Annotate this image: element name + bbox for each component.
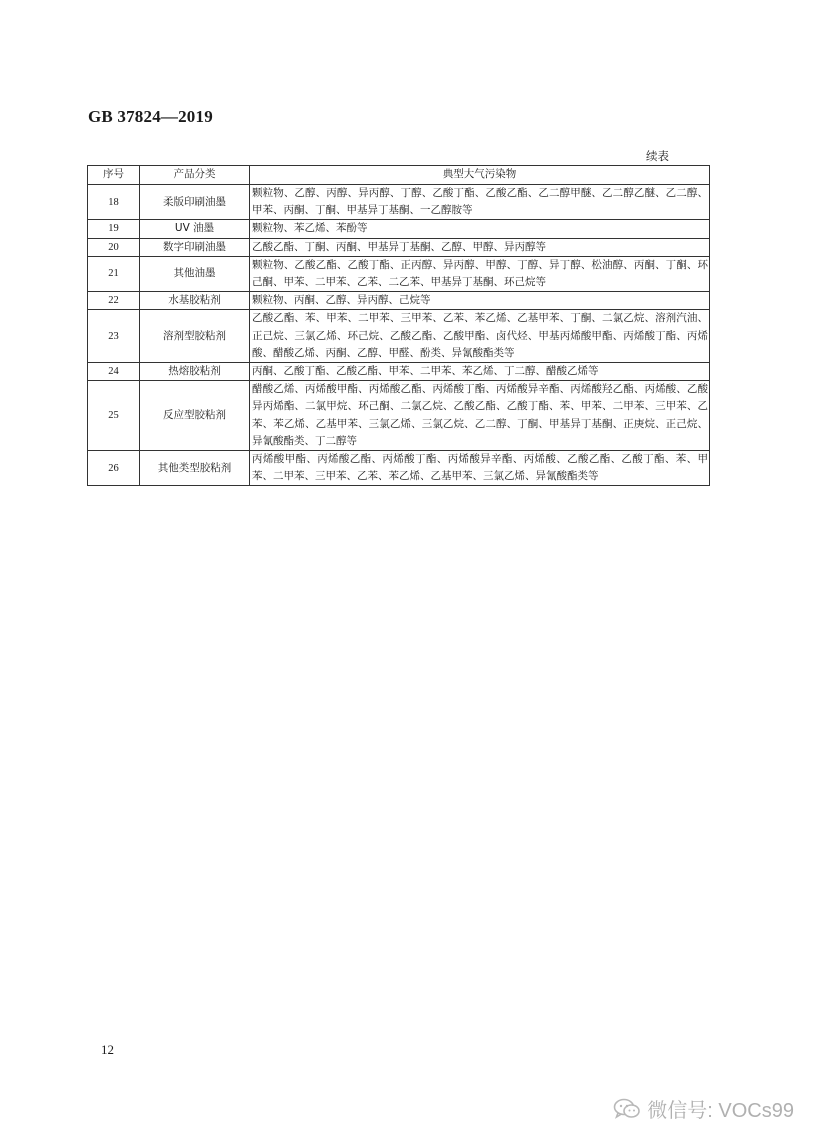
row-pollutants: 颗粒物、乙醇、丙醇、异丙醇、丁醇、乙酸丁酯、乙酸乙酯、乙二醇甲醚、乙二醇乙醚、乙二醇、甲苯、丙酮、丁酮、甲基异丁基酮、一乙醇胺等 xyxy=(250,185,710,220)
row-pollutants: 丙烯酸甲酯、丙烯酸乙酯、丙烯酸丁酯、丙烯酸异辛酯、丙烯酸、乙酸乙酯、乙酸丁酯、苯、甲苯、二甲苯、三甲苯、乙苯、苯乙烯、乙基甲苯、三氯乙烯、异氰酸酯类等 xyxy=(250,451,710,486)
row-seq: 24 xyxy=(88,363,140,381)
row-seq: 23 xyxy=(88,310,140,363)
table-row xyxy=(88,292,710,310)
row-pollutants: 颗粒物、乙酸乙酯、乙酸丁酯、正丙醇、异丙醇、甲醇、丁醇、异丁醇、松油醇、丙酮、丁酮、环己酮、甲苯、二甲苯、乙苯、二乙苯、甲基异丁基酮、环己烷等 xyxy=(250,256,710,291)
header-seq: 序号 xyxy=(88,166,140,185)
page-number: 12 xyxy=(101,1042,114,1057)
row-category: 其他油墨 xyxy=(140,256,250,291)
row-category: 其他类型胶粘剂 xyxy=(140,451,250,486)
table-row xyxy=(88,381,710,451)
row-seq: 20 xyxy=(88,238,140,256)
table-row xyxy=(88,256,710,291)
row-seq: 18 xyxy=(88,185,140,220)
row-category: 溶剂型胶粘剂 xyxy=(140,310,250,363)
row-pollutants: 颗粒物、丙酮、乙醇、异丙醇、己烷等 xyxy=(250,292,710,310)
header-pollutants: 典型大气污染物 xyxy=(250,166,710,185)
continued-table-label: 续表 xyxy=(646,149,669,163)
table-row xyxy=(88,220,710,238)
row-category: 热熔胶粘剂 xyxy=(140,363,250,381)
row-category: 数字印刷油墨 xyxy=(140,238,250,256)
row-seq: 25 xyxy=(88,381,140,451)
row-category: 柔版印刷油墨 xyxy=(140,185,250,220)
row-category: 反应型胶粘剂 xyxy=(140,381,250,451)
table-row xyxy=(88,451,710,486)
row-seq: 22 xyxy=(88,292,140,310)
table-row xyxy=(88,185,710,220)
table-row xyxy=(88,363,710,381)
row-category: UV 油墨 xyxy=(140,220,250,238)
watermark-text: 微信号: VOCs99 xyxy=(647,1100,794,1122)
row-pollutants: 醋酸乙烯、丙烯酸甲酯、丙烯酸乙酯、丙烯酸丁酯、丙烯酸异辛酯、丙烯酸羟乙酯、丙烯酸、乙酸异丙烯酯、二氯甲烷、环己酮、二氯乙烷、乙酸乙酯、乙酸丁酯、苯、甲苯、二甲苯、三甲苯、乙苯、苯乙烯、乙基甲苯、三氯乙烯、三氯乙烷、乙二醇、丁酮、甲基异丁基酮、正庚烷、正己烷、异氰酸酯类、丁二醇等 xyxy=(250,381,710,451)
row-pollutants: 乙酸乙酯、苯、甲苯、二甲苯、三甲苯、乙苯、苯乙烯、乙基甲苯、丁酮、二氯乙烷、溶剂汽油、正己烷、三氯乙烯、环己烷、乙酸乙酯、乙酸甲酯、卤代烃、甲基丙烯酸甲酯、丙烯酸丁酯、丙烯酸、醋酸乙烯、丙酮、乙醇、甲醛、酚类、异氰酸酯类等 xyxy=(250,310,710,363)
row-pollutants: 颗粒物、苯乙烯、苯酚等 xyxy=(250,220,710,238)
table-row xyxy=(88,310,710,363)
wechat-watermark xyxy=(613,1094,794,1123)
wechat-icon xyxy=(613,1098,641,1120)
row-seq: 26 xyxy=(88,451,140,486)
standard-code: GB 37824—2019 xyxy=(88,107,213,126)
header-category: 产品分类 xyxy=(140,166,250,185)
table-header-row xyxy=(88,166,710,185)
row-category: 水基胶粘剂 xyxy=(140,292,250,310)
table-row xyxy=(88,238,710,256)
pollutant-table xyxy=(87,165,710,486)
row-pollutants: 乙酸乙酯、丁酮、丙酮、甲基异丁基酮、乙醇、甲醇、异丙醇等 xyxy=(250,238,710,256)
row-seq: 19 xyxy=(88,220,140,238)
row-seq: 21 xyxy=(88,256,140,291)
row-pollutants: 丙酮、乙酸丁酯、乙酸乙酯、甲苯、二甲苯、苯乙烯、丁二醇、醋酸乙烯等 xyxy=(250,363,710,381)
